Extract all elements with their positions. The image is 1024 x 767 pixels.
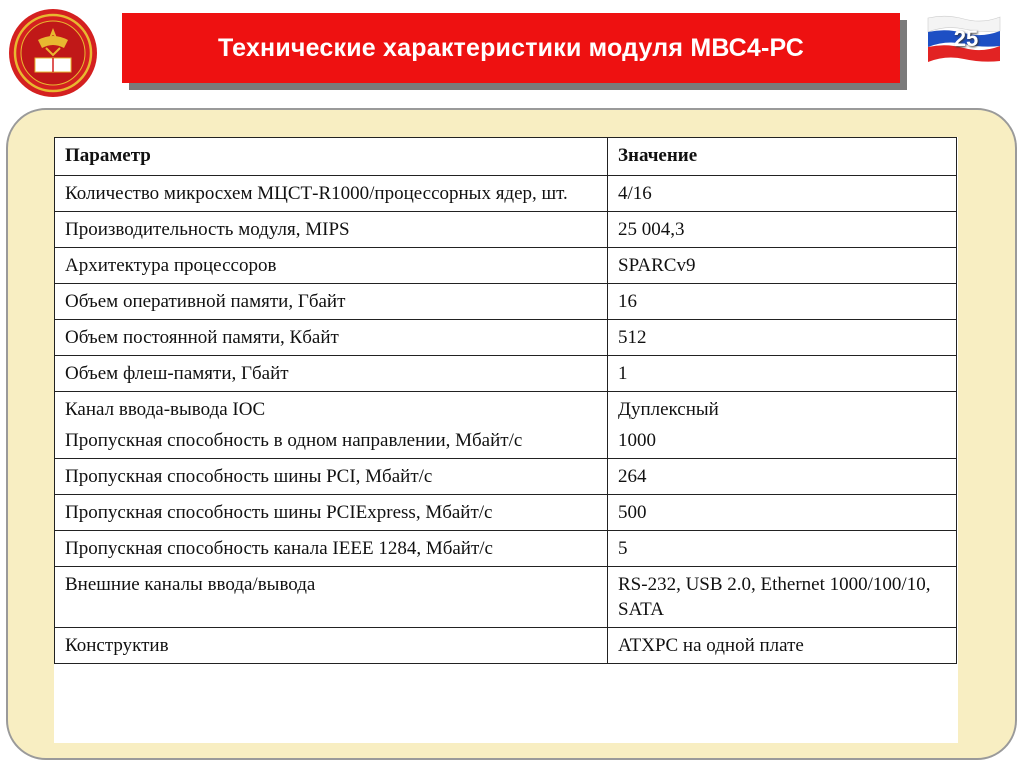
table-header-row bbox=[55, 138, 957, 176]
param-cell: Пропускная способность канала IEEE 1284, Мбайт/с bbox=[55, 531, 608, 567]
param-cell: Архитектура процессоров bbox=[55, 248, 608, 284]
param-cell: Количество микросхем МЦСТ-R1000/процессорных ядер, шт. bbox=[55, 176, 608, 212]
spec-table bbox=[54, 137, 957, 664]
param-cell: Производительность модуля, MIPS bbox=[55, 212, 608, 248]
value-cell: 264 bbox=[608, 459, 957, 495]
param-cell: Объем оперативной памяти, Гбайт bbox=[55, 284, 608, 320]
table-row bbox=[55, 495, 957, 531]
page-number: 25 bbox=[953, 26, 979, 51]
value-cell: 4/16 bbox=[608, 176, 957, 212]
table-row bbox=[55, 356, 957, 392]
value-cell: 500 bbox=[608, 495, 957, 531]
table-row bbox=[55, 531, 957, 567]
param-cell: Пропускная способность шины PCI, Мбайт/с bbox=[55, 459, 608, 495]
value-cell: 25 004,3 bbox=[608, 212, 957, 248]
value-cell: 512 bbox=[608, 320, 957, 356]
param-cell: Объем постоянной памяти, Кбайт bbox=[55, 320, 608, 356]
table-row bbox=[55, 320, 957, 356]
column-header-parameter: Параметр bbox=[55, 138, 608, 176]
value-text: Дуплексный bbox=[618, 399, 719, 420]
value-cell: 1 bbox=[608, 356, 957, 392]
table-row bbox=[55, 392, 957, 459]
value-subtext: 1000 bbox=[618, 430, 656, 451]
table-row bbox=[55, 248, 957, 284]
value-cell: SPARCv9 bbox=[608, 248, 957, 284]
table-row bbox=[55, 567, 957, 628]
table-row bbox=[55, 628, 957, 664]
spec-table-container bbox=[54, 137, 958, 743]
param-cell bbox=[55, 392, 608, 459]
table-row bbox=[55, 212, 957, 248]
academy-emblem-icon bbox=[8, 8, 98, 98]
param-text: Канал ввода-вывода IOC bbox=[65, 399, 266, 420]
param-cell: Пропускная способность шины PCIExpress, Мбайт/с bbox=[55, 495, 608, 531]
param-subtext: Пропускная способность в одном направлении, Мбайт/с bbox=[65, 430, 523, 451]
value-cell: 5 bbox=[608, 531, 957, 567]
value-cell bbox=[608, 392, 957, 459]
param-cell: Объем флеш-памяти, Гбайт bbox=[55, 356, 608, 392]
param-cell: Конструктив bbox=[55, 628, 608, 664]
table-row bbox=[55, 459, 957, 495]
table-row bbox=[55, 176, 957, 212]
title-banner bbox=[122, 13, 900, 83]
column-header-value: Значение bbox=[608, 138, 957, 176]
param-cell: Внешние каналы ввода/вывода bbox=[55, 567, 608, 628]
value-cell: 16 bbox=[608, 284, 957, 320]
table-row bbox=[55, 284, 957, 320]
value-cell: ATXPC на одной плате bbox=[608, 628, 957, 664]
page-title: Технические характеристики модуля МВС4-РС bbox=[217, 33, 805, 62]
value-cell: RS-232, USB 2.0, Ethernet 1000/100/10, SATA bbox=[608, 567, 957, 628]
